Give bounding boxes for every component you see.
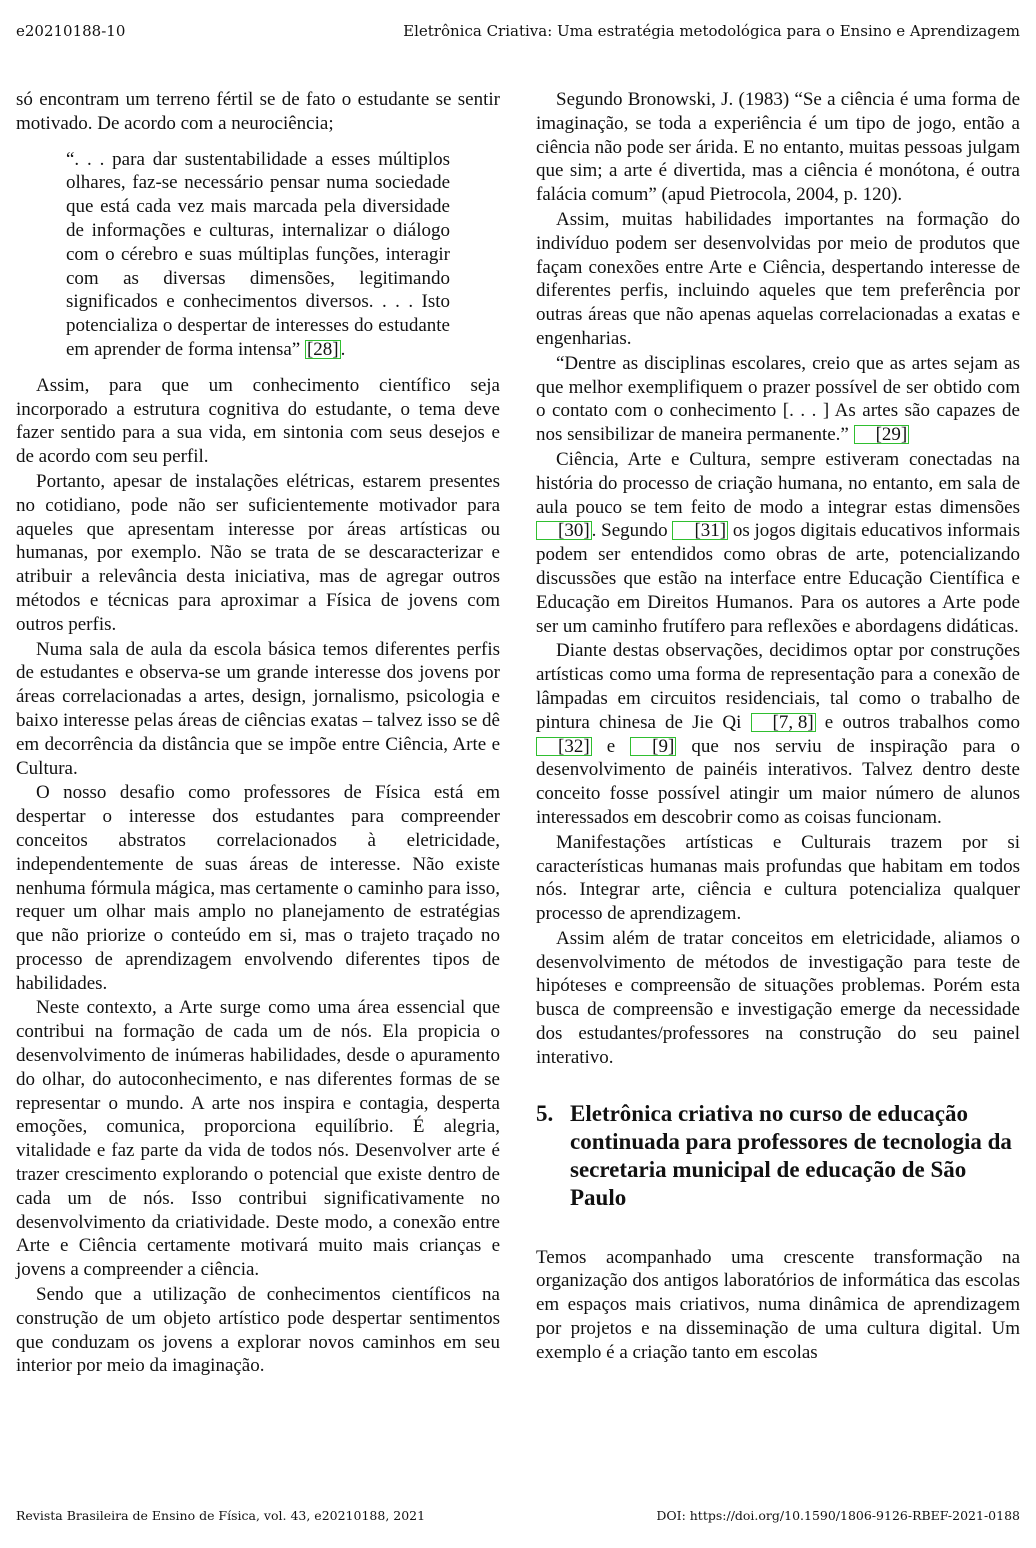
paragraph: O nosso desafio como professores de Física está em despertar o interesse dos estudantes para compreender conceitos abstratos correlacionados à eletricidade, independentemente de suas áreas de interesse. Não existe nenhuma fórmula mágica, mas certamente o caminho para isso, requer um olhar mais amplo no planejamento de estratégias que não priorize o conteúdo em si, mas o trajeto traçado no processo de aprendizagem envolvendo diferentes tipos de habilidades. [16,782,500,994]
paragraph: só encontram um terreno fértil se de fato o estudante se sentir motivado. De acordo com a neurociência; [16,89,500,134]
paragraph: Segundo Bronowski, J. (1983) “Se a ciência é uma forma de imaginação, se toda a experiência é um tipo de jogo, então a ciência não pode ser árida. E no entanto, muitas pessoas julgam que sim; a arte é divertida, mas a ciência é monótona, é outra falácia comum” (apud Pietrocola, 2004, p. 120). [536,89,1020,206]
citation-link[interactable]: [30] [536,521,592,540]
left-column [16,88,500,1379]
citation-link[interactable]: [28] [306,338,339,360]
paragraph-text: Ciência, Arte e Cultura, sempre estiveram conectadas na história do processo de criação humana, no entanto, em sala de aula pouco se tem feito de modo a integrar estas dimensões [536,448,1020,518]
running-header-id: e20210188-10 [16,22,126,40]
paragraph: Manifestações artísticas e Culturais trazem por si características humanas mais profundas que habitam em todos nós. Integrar arte, ciência e cultura potencializa qualquer processo de aprendizagem. [536,831,1020,925]
block-quote [66,148,450,362]
paragraph-text: . Segundo [591,520,673,542]
paragraph: Temos acompanhado uma crescente transformação na organização dos antigos laboratórios de informática das escolas em espaços mais criativos, numa dinâmica de aprendizagem por projetos e na disseminação de uma cultura digital. Um exemplo é a criação tanto em escolas [536,1246,1020,1363]
quote-end: . [340,338,346,360]
paragraph [536,352,1020,447]
citation-link[interactable]: [32] [536,737,592,756]
paragraph: Assim, para que um conhecimento científico seja incorporado a estrutura cognitiva do estudante, o tema deve fazer sentido para a sua vida, em sintonia com seus desejos e de acordo com seu perfil. [16,374,500,468]
section-number: 5. [536,1100,554,1126]
paragraph [536,448,1020,638]
paragraph-text: os jogos digitais educativos informais podem ser entendidos como obras de arte, potencializando discussões que estão na interface entre Educação Científica e Educação em Direitos Humanos. Para os autores a Arte pode ser um caminho frutífero para reflexões e abordagens didáticas. [536,520,1020,637]
paragraph: Portanto, apesar de instalações elétricas, estarem presentes no cotidiano, pode não ser suficientemente motivador para aqueles que apresentam interesse por áreas artísticas ou humanas, por exemplo. Não se trata de se descaracterizar e atribuir a relevância desta iniciativa, mas de agregar outros métodos e técnicas para aproximar a Física de jovens com outros perfis. [16,470,500,635]
paragraph-text: e [591,735,631,757]
paragraph-text: e outros trabalhos como [815,711,1020,733]
quote-paragraph [66,148,450,362]
footer-journal: Revista Brasileira de Ensino de Física, vol. 43, e20210188, 2021 [16,1508,426,1523]
footer-doi[interactable]: DOI: https://doi.org/10.1590/1806-9126-RBEF-2021-0188 [656,1508,1020,1523]
paragraph: Assim, muitas habilidades importantes na formação do indivíduo podem ser desenvolvidas por meio de produtos que façam conexões entre Arte e Ciência, despertando interesse de diferentes perfis, incluindo aqueles que tem preferência por outras áreas que não apenas aquelas correlacionadas a exatas e engenharias. [536,208,1020,349]
paragraph-text: “Dentre as disciplinas escolares, creio que as artes sejam as que melhor exemplifiquem o prazer possível de ser obtido com o contato com o conhecimento [. . . ] As artes são capazes de nos sensibilizar de maneira permanente.” [536,352,1020,446]
citation-link[interactable]: [9] [630,737,676,756]
paragraph: Numa sala de aula da escola básica temos diferentes perfis de estudantes e observa-se um grande interesse dos jovens por áreas correlacionadas a artes, design, jornalismo, psicologia e baixo interesse pelas áreas de ciências exatas – talvez isso se dê em decorrência da distância que se impõe entre Ciência, Arte e Cultura. [16,638,500,779]
paragraph: Assim além de tratar conceitos em eletricidade, aliamos o desenvolvimento de métodos de investigação para teste de hipóteses e compreensão de situações problemas. Porém esta busca de compreensão e investigação emerge da necessidade dos estudantes/professores na construção do seu painel interativo. [536,927,1020,1068]
running-header-title: Eletrônica Criativa: Uma estratégia metodológica para o Ensino e Aprendizagem [403,22,1020,40]
paragraph: Neste contexto, a Arte surge como uma área essencial que contribui na formação de cada um de nós. Ela propicia o desenvolvimento de inúmeras habilidades, desde o apuramento do olhar, do autoconhecimento, e nas diferentes formas de se representar o mundo. A arte nos inspira e contagia, desperta emoções, comunica, proporciona equilíbrio. É alegria, vitalidade e faz parte da vida de todos nós. Desenvolver arte é trazer crescimento explorando o potencial que existe dentro de cada um de nós. Isso contribui significativamente no desenvolvimento da criatividade. Deste modo, a conexão entre Arte e Ciência certamente motivará muito mais crianças e jovens a compreender a ciência. [16,997,500,1281]
paragraph [536,639,1020,829]
right-column [536,88,1020,1366]
section-heading [536,1100,1020,1212]
quote-text: “. . . para dar sustentabilidade a esses múltiplos olhares, faz-se necessário pensar numa sociedade que está cada vez mais marcada pela diversidade de informações e culturas, internalizar o diálogo com o cérebro e suas múltiplas funções, interagir com as diversas dimensões, legitimando significados e conhecimentos diversos. . . . Isto potencializa o despertar de interesses do estudante em aprender de forma intensa” [66,148,450,360]
citation-link[interactable]: [31] [672,521,728,540]
paragraph-text: que nos serviu de inspiração para o desenvolvimento de painéis interativos. Talvez dentro deste conceito fosse possível atingir um maior número de alunos interessados em descobrir como as coisas funcionam. [536,735,1020,828]
citation-link[interactable]: [29] [854,425,910,444]
paragraph: Sendo que a utilização de conhecimentos científicos na construção de um objeto artístico pode despertar sentimentos que conduzam os jovens a explorar novos caminhos em seu interior por meio da imaginação. [16,1284,500,1377]
citation-link[interactable]: [7, 8] [751,713,816,732]
paragraph-text: Diante destas observações, decidimos optar por construções artísticas como uma forma de representação para a conexão de lâmpadas em circuitos residenciais, tal como o trabalho de pintura chinesa de Jie Qi [536,640,1020,733]
section-title: Eletrônica criativa no curso de educação continuada para professores de tecnologia da secretaria municipal de educação de São Paulo [570,1100,1012,1210]
